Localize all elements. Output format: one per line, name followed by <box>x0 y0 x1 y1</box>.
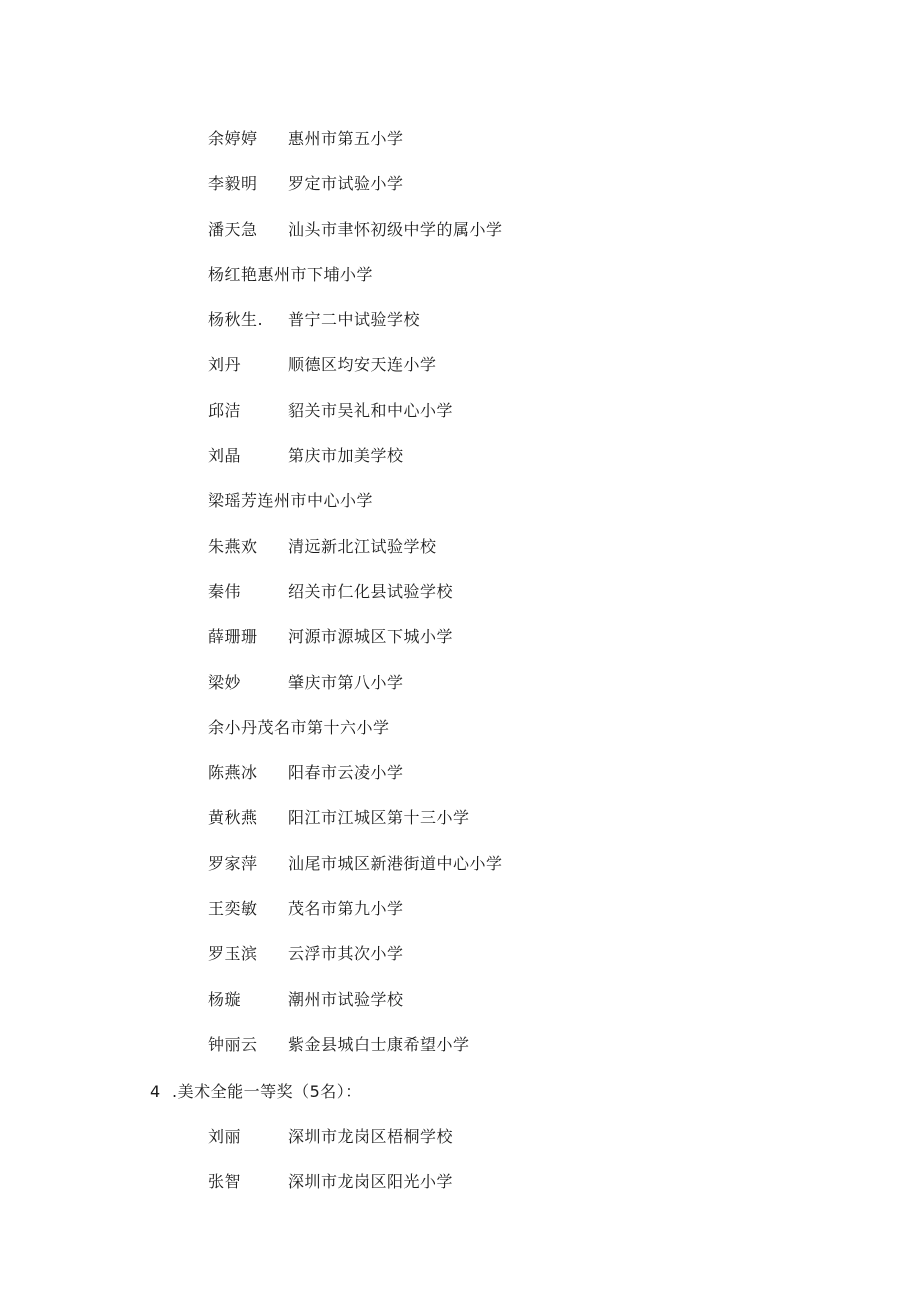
list-item <box>208 218 808 263</box>
list-item <box>208 353 808 398</box>
school-name: 罗定市试验小学 <box>288 174 404 194</box>
school-name: 深圳市龙岗区梧桐学校 <box>288 1127 454 1146</box>
list-item <box>208 535 808 580</box>
list-item <box>208 852 808 897</box>
list-item <box>208 942 808 987</box>
list-item <box>208 172 808 217</box>
school-name: 清远新北江试验学校 <box>288 536 437 556</box>
person-name: 杨璇 <box>208 989 242 1009</box>
person-name: 黄秋燕 <box>208 808 258 828</box>
school-name: 貂关市吴礼和中心小学 <box>288 400 454 420</box>
person-name: 杨秋生. <box>208 310 264 330</box>
list-item <box>208 897 808 942</box>
school-name: 惠州市下埔小学 <box>257 264 374 284</box>
school-name: 云浮市其次小学 <box>288 944 404 964</box>
school-name: 深圳市龙岗区阳光小学 <box>288 1172 454 1192</box>
section-title: .美术全能一等奖（5名）： <box>172 1082 362 1101</box>
list-item <box>208 489 808 534</box>
person-name: 秦伟 <box>208 581 242 601</box>
list-item <box>208 761 808 806</box>
list-item <box>208 1170 808 1215</box>
list-item <box>208 399 808 444</box>
person-name: 钟丽云 <box>208 1034 258 1054</box>
person-name: 潘天急 <box>208 219 258 239</box>
person-name: 薛珊珊 <box>208 627 258 647</box>
list-item <box>208 127 808 172</box>
school-name: 汕头市聿怀初级中学的属小学 <box>288 219 503 239</box>
person-name: 杨红艳 <box>208 264 258 284</box>
list-item <box>208 716 808 761</box>
person-name: 刘丹 <box>208 355 242 375</box>
school-name: 阳春市云凌小学 <box>288 763 404 783</box>
list-item <box>208 263 808 308</box>
person-name: 刘晶 <box>208 446 242 466</box>
list-item <box>208 1033 808 1078</box>
person-name: 王奕敏 <box>208 899 258 919</box>
school-name: 汕尾市城区新港街道中心小学 <box>288 853 503 873</box>
school-name: 茂名市第十六小学 <box>257 717 390 737</box>
person-name: 刘丽 <box>208 1127 242 1146</box>
section-heading <box>150 1080 362 1104</box>
school-name: 顺德区均安天连小学 <box>288 355 437 375</box>
person-name: 李毅明 <box>208 174 258 194</box>
award-list <box>208 127 808 1078</box>
list-item <box>208 444 808 489</box>
person-name: 梁瑶芳 <box>208 491 258 511</box>
list-item <box>208 806 808 851</box>
person-name: 余小丹 <box>208 717 258 737</box>
school-name: 潮州市试验学校 <box>288 989 404 1009</box>
person-name: 余婷婷 <box>208 129 258 148</box>
list-item <box>208 308 808 353</box>
school-name: 肇庆市第八小学 <box>288 672 404 692</box>
school-name: 第庆市加美学校 <box>288 446 404 466</box>
list-item <box>208 671 808 716</box>
school-name: 茂名市第九小学 <box>288 899 404 919</box>
list-item <box>208 580 808 625</box>
school-name: 连州市中心小学 <box>257 491 374 511</box>
section-number: 4 <box>150 1082 161 1101</box>
list-item <box>208 988 808 1033</box>
award-list-fine-arts <box>208 1125 808 1216</box>
person-name: 罗玉滨 <box>208 944 258 964</box>
school-name: 紫金县城白士康希望小学 <box>288 1034 470 1054</box>
person-name: 张智 <box>208 1172 242 1192</box>
school-name: 阳江市江城区第十三小学 <box>288 808 470 828</box>
person-name: 罗家萍 <box>208 853 258 873</box>
school-name: 普宁二中试验学校 <box>288 310 421 330</box>
list-item <box>208 625 808 670</box>
person-name: 梁妙 <box>208 672 242 692</box>
list-item <box>208 1125 808 1170</box>
person-name: 邱洁 <box>208 400 242 420</box>
school-name: 惠州市第五小学 <box>288 129 404 148</box>
person-name: 陈燕冰 <box>208 763 258 783</box>
person-name: 朱燕欢 <box>208 536 258 556</box>
school-name: 绍关市仁化县试验学校 <box>288 581 454 601</box>
school-name: 河源市源城区下城小学 <box>288 627 454 647</box>
